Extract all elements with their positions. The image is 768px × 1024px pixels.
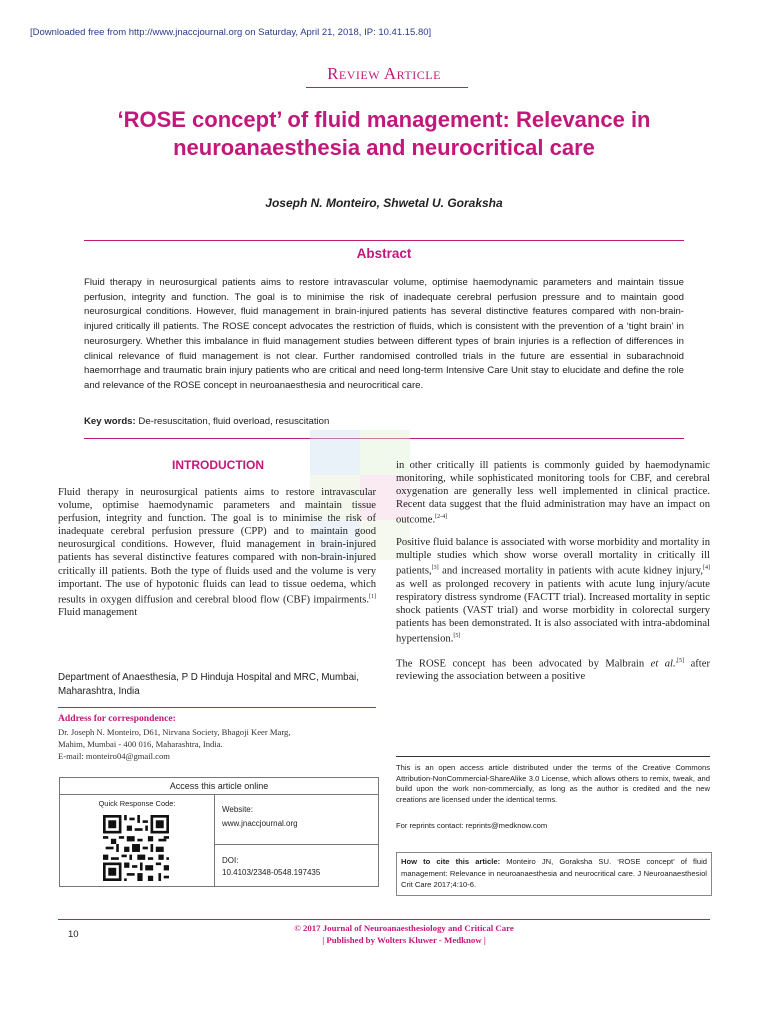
download-notice: [Downloaded free from http://www.jnaccjournal.org on Saturday, April 21, 2018, IP: 10.41.15.80]: [30, 27, 432, 38]
qr-cell: [60, 795, 215, 886]
intro-paragraph: Positive fluid balance is associated with worse morbidity and mortality in multiple studies which show worse overall mortality in critically ill patients,[3] and increased mortality in patients with acute kidney injury,[4] as well as prolonged recovery in patients with acute lung injury/acute respiratory distress syndrome (FACTT trial). Increased mortality in septic shock patients (VAST trial) and worse morbidity in colorectal surgery patients has been demonstrated. It is also associated with intra-abdominal hypertension.[5]: [396, 537, 710, 645]
intro-paragraph: in other critically ill patients is commonly guided by haemodynamic monitoring, while sophisticated monitoring tools for CBF, and cerebral oxygenation are generally less well implemented in clinical practice. Recent data suggest that the fluid administration may have an impact on outcome.[2-4]: [396, 460, 710, 526]
footer-copyright: © 2017 Journal of Neuroanaesthesiology and Critical Care: [294, 923, 514, 933]
citation-ref: [2-4]: [435, 514, 448, 521]
article-type-label: Review Article: [327, 64, 441, 83]
access-box-title: Access this article online: [60, 778, 378, 795]
citation-box: [396, 852, 712, 896]
reprints-contact: For reprints contact: reprints@medknow.com: [396, 821, 548, 830]
abstract-heading: Abstract: [356, 246, 412, 261]
intro-paragraph: Fluid therapy in neurosurgical patients aims to restore intravascular volume, optimise haemodynamic parameters and maintain tissue perfusion, integrity and function. The goal is to minimise the risk of inadequate cerebral perfusion pressure (CPP) and to maintain good neurosurgical conditions. However, fluid management in brain-injured patients has several distinctive features compared with non-brain-injured critically ill patients. Both the type of fluids used and the volume is very important. The use of hypotonic fluids can lead to tissue oedema, which results in oxygen diffusion and cerebral blood flow (CBF) impairments.[1] Fluid management: [58, 487, 376, 619]
license-rule: [396, 756, 710, 757]
keywords: [84, 416, 684, 427]
abstract-top-rule: [84, 240, 684, 241]
correspondence-heading: Address for correspondence:: [58, 713, 176, 724]
citation-label: How to cite this article:: [401, 857, 501, 866]
correspondence-rule: [58, 707, 376, 708]
article-type-underline: [306, 87, 468, 88]
affiliation: Department of Anaesthesia, P D Hinduja Hospital and MRC, Mumbai, Maharashtra, India: [58, 672, 359, 697]
citation-ref: [4]: [703, 565, 710, 572]
left-column-text: [58, 486, 376, 628]
keywords-label: Key words:: [84, 416, 136, 427]
qr-label: Quick Response Code:: [98, 799, 176, 808]
intro-paragraph: The ROSE concept has been advocated by Malbrain et al.$^{,[5]}$ after reviewing the association between a positive: [396, 657, 710, 683]
doi-link[interactable]: 10.4103/2348-0548.197435: [222, 868, 321, 877]
citation-ref: [5]: [453, 633, 461, 640]
access-article-box: [59, 777, 379, 887]
citation-ref: [1]: [369, 593, 376, 600]
abstract-text: Fluid therapy in neurosurgical patients aims to restore intravascular volume, optimise haemodynamic parameters and maintain tissue perfusion, integrity and function. The goal is to minimise the risk of inadequate cerebral perfusion pressure and to maintain good neurosurgical conditions. However, fluid management in brain-injured patients has several distinctive features compared with non-brain-injured critically ill patients. The ROSE concept advocates the restriction of fluids, which is consistent with the prevention of a ‘tight brain’ in neurosurgery. Whether this imbalance in fluid management studies between different types of brain injuries is a reflection of differences in clinical relevance of fluid management is not clear. Further randomised controlled trials in the future are essential in subarachnoid haemorrhage and traumatic brain injury patients who are critical and need long-term Intensive Care Unit stay to elucidate and define the role and relevance of the ROSE concept in neuroanaesthesia and neurocritical care.: [84, 277, 684, 391]
footer-publisher: | Published by Wolters Kluwer - Medknow |: [322, 935, 486, 945]
access-divider: [215, 844, 378, 845]
license-text: This is an open access article distributed under the terms of the Creative Commons Attribution-NonCommercial-ShareAlike 3.0 License, which allows others to remix, tweak, and build upon the work non-commercially, as long as the author is credited and the new creations are licensed under the identical terms.: [396, 763, 710, 804]
website-link[interactable]: www.jnaccjournal.org: [222, 819, 298, 828]
article-title: ‘ROSE concept’ of fluid management: Relevance in neuroanaesthesia and neurocritical care: [117, 107, 651, 160]
citation-text: How to cite this article: Monteiro JN, Goraksha SU. ‘ROSE concept’ of fluid management: Relevance in neuroanaesthesia and neurocritical care. J Neuroanaesthesiol Crit Care 2017;4:10-6.: [401, 857, 707, 889]
qr-code-icon[interactable]: [101, 815, 171, 881]
doi-label: DOI:: [222, 856, 239, 865]
footer-rule: [58, 919, 710, 920]
correspondence-address: Dr. Joseph N. Monteiro, D61, Nirvana Society, Bhagoji Keer Marg, Mahim, Mumbai - 400 016, Maharashtra, India. E-mail: monteiro04@gmail.com: [58, 727, 291, 761]
keywords-value: De-resuscitation, fluid overload, resuscitation: [138, 416, 330, 427]
right-column-text: [396, 459, 710, 693]
author-list: Joseph N. Monteiro, Shwetal U. Goraksha: [265, 196, 503, 210]
page-number: 10: [68, 929, 79, 940]
citation-ref: [3]: [431, 565, 439, 572]
website-label: Website:: [222, 805, 253, 814]
introduction-heading: INTRODUCTION: [172, 458, 264, 472]
citation-ref: ,[5]: [675, 657, 685, 664]
